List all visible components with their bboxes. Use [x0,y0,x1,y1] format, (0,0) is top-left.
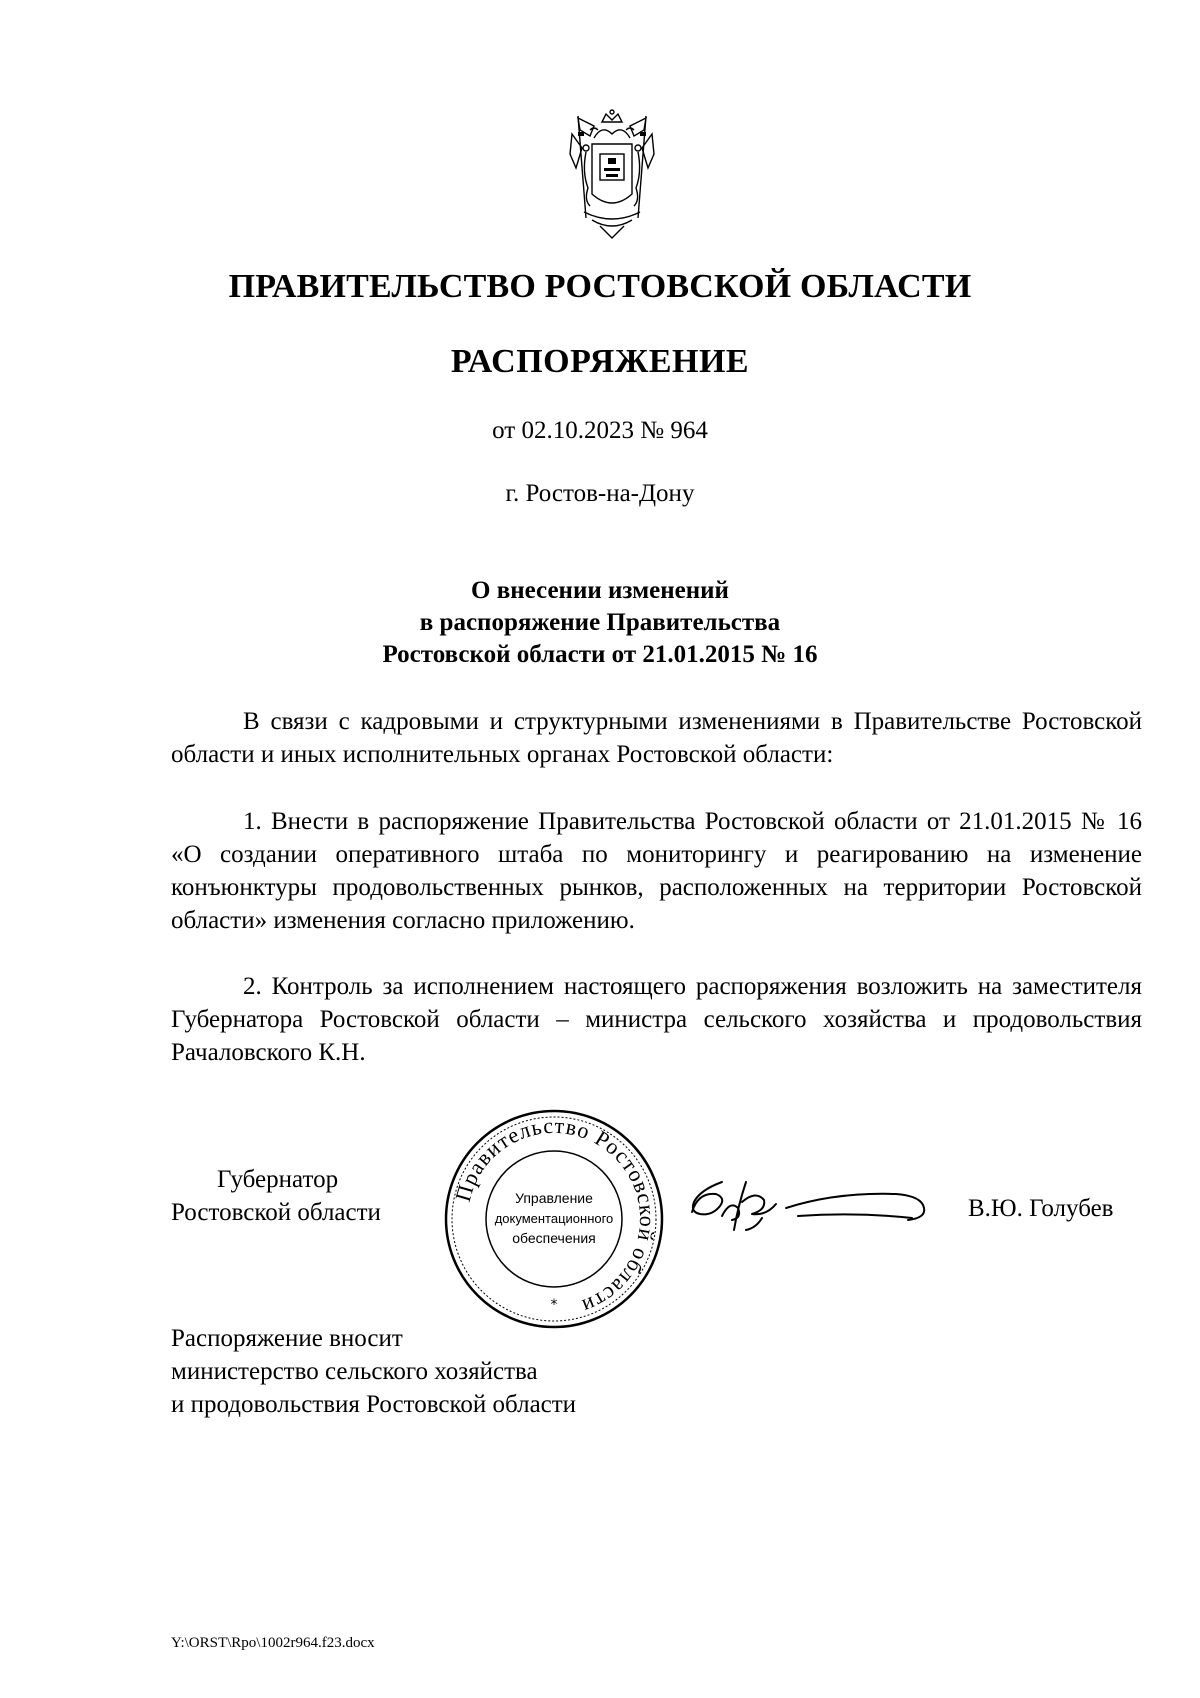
document-subject [0,575,1200,671]
signer-position [171,1163,381,1229]
handwritten-signature [686,1172,936,1238]
seal-inner-line: Управление [515,1190,593,1206]
introduced-by-line: Распоряжение вносит [171,1325,403,1352]
document-type: РАСПОРЯЖЕНИЕ [450,343,750,380]
item-2-paragraph: 2. Контроль за исполнением настоящего распоряжения возложить на заместителя Губернатора Ростовской области – министра сельского хозяйства и продовольствия Рачаловского К.Н. [171,973,1142,1066]
signer-post-line: Губернатор [217,1166,339,1193]
seal-inner-line: обеспечения [512,1230,596,1246]
intro-paragraph: В связи с кадровыми и структурными изменениями в Правительстве Ростовской области и иных исполнительных органах Ростовской области: [171,708,1142,768]
subject-line: О внесении изменений [471,577,729,604]
signer-post-line: Ростовской области [171,1199,381,1226]
seal-star-icon: * [550,1297,558,1313]
introduced-by-line: министерство сельского хозяйства [171,1358,538,1385]
document-date-number: от 02.10.2023 № 964 [492,417,708,444]
org-title: ПРАВИТЕЛЬСТВО РОСТОВСКОЙ ОБЛАСТИ [228,268,972,305]
coat-of-arms-icon [564,108,660,240]
document-city: г. Ростов-на-Дону [505,480,695,507]
file-path: Y:\ORST\Rpo\1002r964.f23.docx [171,1635,375,1651]
official-seal-icon [442,1107,666,1331]
introduced-by-block [171,1322,576,1421]
subject-line: в распоряжение Правительства [419,609,781,636]
signer-name: В.Ю. Голубев [968,1195,1114,1222]
seal-inner-line: документационного [494,1211,614,1226]
introduced-by-line: и продовольствия Ростовской области [171,1391,577,1418]
item-1-paragraph: 1. Внести в распоряжение Правительства Ростовской области от 21.01.2015 № 16 «О создании оперативного штаба по мониторингу и реагированию на изменение конъюнктуры продовольственных рынков, расположенных на территории Ростовской области» изменения согласно приложению. [171,808,1142,934]
subject-line: Ростовской области от 21.01.2015 № 16 [382,641,818,668]
seal-outer-text: Правительство Ростовской области [449,1112,661,1320]
